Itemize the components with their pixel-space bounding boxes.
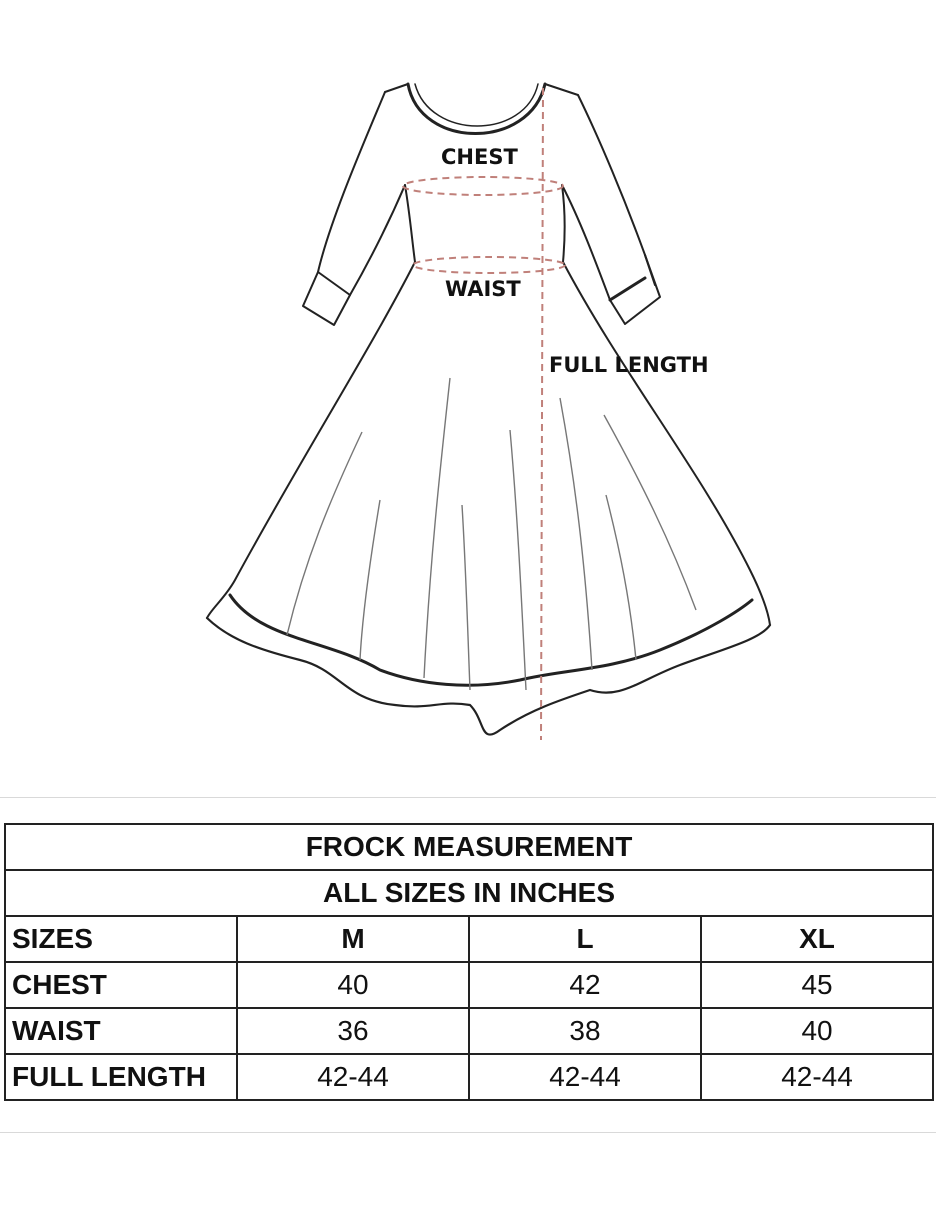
cell-length-xl: 42-44 [701,1054,933,1100]
hem-top [230,595,752,685]
cell-chest-l: 42 [469,962,701,1008]
header-size-l: L [469,916,701,962]
skirt-left [207,262,415,618]
cell-waist-l: 38 [469,1008,701,1054]
measure-guides [403,88,565,740]
cell-waist-xl: 40 [701,1008,933,1054]
cell-chest-m: 40 [237,962,469,1008]
cell-waist-m: 36 [237,1008,469,1054]
header-size-m: M [237,916,469,962]
skirt-pleats [287,378,696,690]
full-length-label: FULL LENGTH [549,353,709,377]
divider-top [0,797,936,798]
table-subtitle-row [5,870,933,916]
row-label-waist: WAIST [5,1008,237,1054]
table-title-row [5,824,933,870]
header-size-xl: XL [701,916,933,962]
table-header-row [5,916,933,962]
row-label-chest: CHEST [5,962,237,1008]
cell-chest-xl: 45 [701,962,933,1008]
row-label-full-length: FULL LENGTH [5,1054,237,1100]
divider-bottom [0,1132,936,1133]
frock-outline [207,84,770,735]
table-row [5,1054,933,1100]
cell-length-m: 42-44 [237,1054,469,1100]
table-title: FROCK MEASUREMENT [5,824,933,870]
chest-guide [403,177,563,195]
chest-label: CHEST [441,145,518,169]
table-subtitle: ALL SIZES IN INCHES [5,870,933,916]
full-length-guide [541,88,543,740]
cell-length-l: 42-44 [469,1054,701,1100]
header-sizes: SIZES [5,916,237,962]
skirt-right [563,262,770,625]
left-sleeve [303,92,405,325]
table-row [5,1008,933,1054]
waist-label: WAIST [445,277,521,301]
right-sleeve [562,95,660,324]
size-chart-table [4,823,934,1101]
table-row [5,962,933,1008]
